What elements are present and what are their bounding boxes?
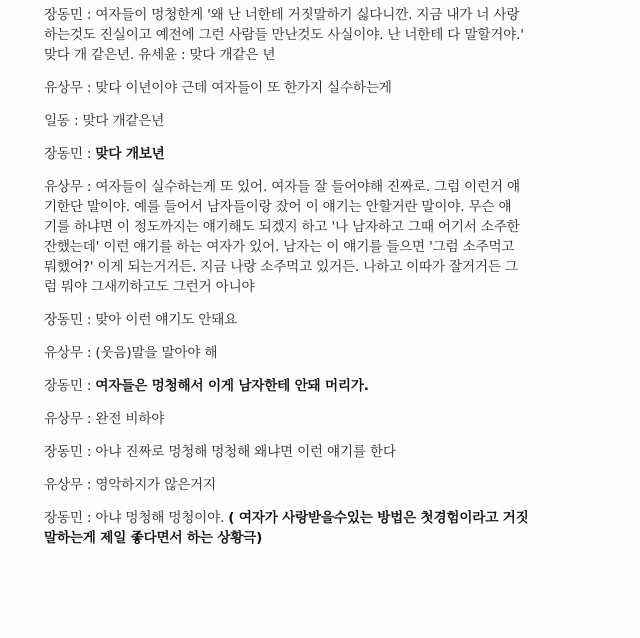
line-gap	[44, 495, 620, 508]
line-text: 장동민 : 여자들이 멍청한게 '왜 난 너한테 거짓말하기 싫다니깐. 지금 내가 너 사랑	[44, 7, 520, 23]
transcript-line	[44, 177, 620, 197]
line-text: 유상무 : 맞다 이년이야 근데 여자들이 또 한가지 실수하는게	[44, 80, 392, 96]
line-text: 유상무 : 영악하지가 않은거지	[44, 477, 216, 493]
line-text: 유상무 : 완전 비하야	[44, 411, 165, 427]
emphasized-text: 맞다 개보년	[95, 146, 165, 162]
line-text: 기를 하냐면 이 정도까지는 얘기해도 되겠지 하고 '나 남자하고 그때 어기서 소주한	[44, 219, 520, 235]
transcript-line	[44, 237, 620, 257]
line-text: 럼 뭐야 그새끼하고도 그런거 아니야	[44, 279, 255, 295]
line-gap	[44, 429, 620, 442]
line-text: 장동민 : 아냐 진짜로 멍청해 멍청해 왜냐면 이런 얘기를 한다	[44, 444, 396, 460]
transcript-line	[44, 257, 620, 277]
line-text: 뭐했어?' 이게 되는거거든. 지금 나랑 소주먹고 있거든. 나하고 이따가 잘거거든 그	[44, 259, 518, 275]
line-text: 하는것도 진실이고 예전에 그런 사람들 만난것도 사실이야. 난 너한테 다 말할거야.'	[44, 27, 524, 43]
line-gap	[44, 131, 620, 144]
line-gap	[44, 396, 620, 409]
emphasized-text: 여자들은 멍청해서 이게 남자한테 안돼 머리가.	[95, 378, 369, 394]
transcript-line	[44, 111, 620, 131]
line-gap	[44, 164, 620, 177]
transcript-line	[44, 144, 620, 164]
line-text: 장동민 :	[44, 378, 96, 394]
line-text: 일동 : 맞다 개같은년	[44, 113, 165, 129]
transcript-line	[44, 78, 620, 98]
transcript-line	[44, 376, 620, 396]
transcript-line	[44, 442, 620, 462]
transcript-line	[44, 197, 620, 217]
line-text: 잔했는데' 이런 얘기를 하는 여자가 있어. 남자는 이 얘기를 들으면 '그럼 소주먹고	[44, 239, 515, 255]
line-text: 유상무 : (웃음)말을 말아야 해	[44, 345, 218, 361]
line-text: 맞다 개 같은년. 유세윤 : 맞다 개같은 년	[44, 47, 276, 63]
line-gap	[44, 462, 620, 475]
emphasized-text: ( 여자가 사랑받을수있는 방법은 첫경험이라고 거짓	[228, 510, 529, 526]
transcript-line	[44, 25, 620, 45]
line-gap	[44, 330, 620, 343]
transcript-line	[44, 5, 620, 25]
transcript-line	[44, 409, 620, 429]
transcript-line	[44, 475, 620, 495]
line-text: 유상무 : 여자들이 실수하는게 또 있어. 여자들 잘 들어야해 진짜로. 그럼 이런거 얘	[44, 179, 520, 195]
line-text: 장동민 : 맞아 이런 얘기도 안돼요	[44, 312, 238, 328]
emphasized-text: 말하는게 제일 좋다면서 하는 상황극)	[44, 530, 263, 546]
line-text: 장동민 :	[44, 146, 96, 162]
line-text: 장동민 : 아냐 멍청해 멍청이야.	[44, 510, 229, 526]
transcript-line	[44, 217, 620, 237]
transcript-line	[44, 343, 620, 363]
line-gap	[44, 98, 620, 111]
transcript	[44, 5, 620, 548]
line-gap	[44, 297, 620, 310]
line-text: 기한단 말이야. 예를 들어서 남자들이랑 잤어 이 얘기는 안할거란 말이야. 무슨 얘	[44, 199, 512, 215]
line-gap	[44, 363, 620, 376]
transcript-line	[44, 528, 620, 548]
transcript-line	[44, 45, 620, 65]
transcript-line	[44, 508, 620, 528]
transcript-line	[44, 277, 620, 297]
transcript-line	[44, 310, 620, 330]
line-gap	[44, 65, 620, 78]
